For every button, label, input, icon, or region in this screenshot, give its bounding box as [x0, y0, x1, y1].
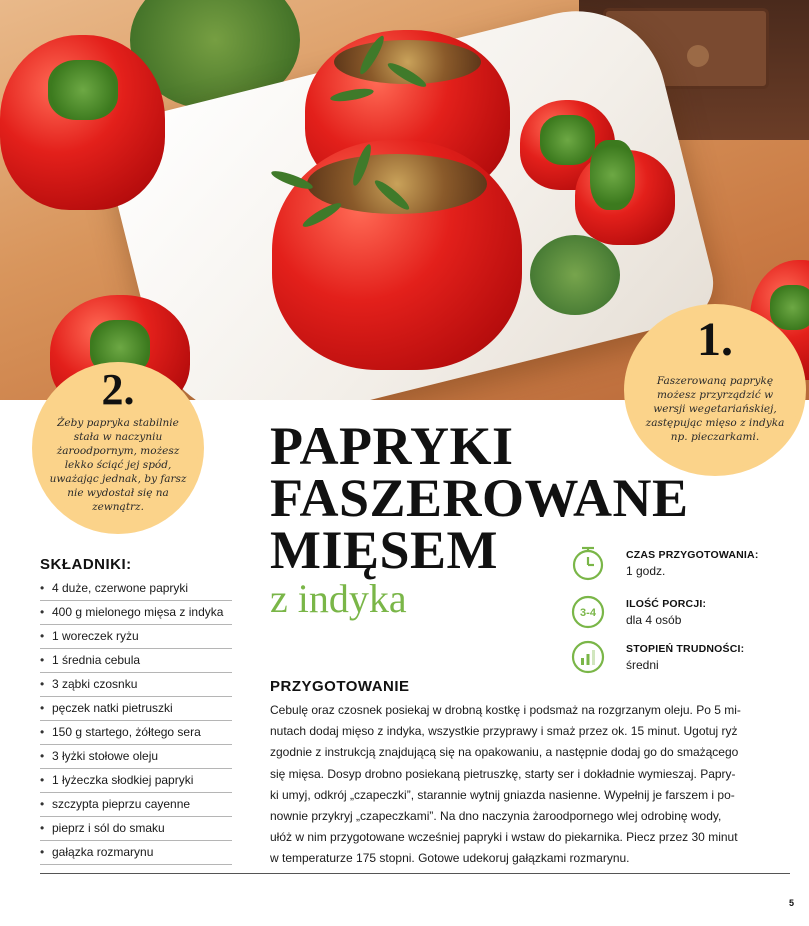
ingredient-item: • 400 g mielonego mięsa z indyka	[40, 601, 232, 625]
ingredient-item: • pieprz i sól do smaku	[40, 817, 232, 841]
clock-icon	[570, 545, 606, 581]
difficulty-bar	[587, 654, 590, 665]
photo-pepper-stem	[48, 60, 118, 120]
preparation-text	[270, 700, 790, 870]
tip-text: Żeby papryka stabilnie stała w naczyniu żaroodpornym, możesz lekko ściąć jej spód, uważając jednak, by farsz nie wydostał się na zewnątrz.	[49, 417, 187, 513]
photo-stuffed-pepper-front	[272, 140, 522, 370]
ingredients-list	[40, 577, 232, 865]
difficulty-bar	[581, 658, 584, 665]
page-number: 5	[789, 898, 795, 908]
info-label: CZAS PRZYGOTOWANIA:	[626, 549, 759, 561]
photo-drawer-knob	[687, 45, 709, 67]
preparation-line: się mięsa. Dosyp drobno posiekaną pietruszkę, starty ser i dokładnie wymieszaj. Papry-	[270, 766, 736, 781]
footer-divider	[40, 873, 790, 874]
info-label: STOPIEŃ TRUDNOŚCI:	[626, 643, 745, 655]
info-prep-time	[570, 545, 790, 589]
difficulty-bar	[592, 650, 595, 665]
info-value: dla 4 osób	[626, 613, 682, 627]
ingredient-item: • 3 ząbki czosnku	[40, 673, 232, 697]
ingredients-section	[40, 556, 232, 865]
preparation-line: zgodnie z instrukcją znajdującą się na opakowaniu, a następnie dodaj go do smażącego	[270, 745, 739, 760]
ingredients-heading: SKŁADNIKI:	[40, 556, 132, 573]
photo-basil	[530, 235, 620, 315]
info-label: ILOŚĆ PORCJI:	[626, 598, 707, 610]
preparation-line: nownie przykryj „czapeczkami”. Na dno naczynia żaroodpornego wlej odrobinę wody,	[270, 809, 722, 824]
preparation-line: nutach dodaj mięso z indyka, wszystkie przyprawy i smaż przez ok. 15 minut. Ugotuj ryż	[270, 724, 738, 739]
tip-number: 2.	[101, 365, 135, 414]
tip-number: 1.	[697, 313, 733, 366]
info-value: średni	[626, 658, 659, 672]
recipe-title-line: PAPRYKI	[270, 416, 514, 476]
ingredient-item: • 1 średnia cebula	[40, 649, 232, 673]
preparation-line: w temperaturze 175 stopni. Gotowe udekoruj gałązkami rozmarynu.	[270, 851, 630, 866]
photo-pepper-stem	[590, 140, 635, 210]
preparation-line: Cebulę oraz czosnek posiekaj w drobną kostkę i podsmaż na rozgrzanym oleju. Po 5 mi-	[270, 703, 741, 717]
photo-pepper-stem	[540, 115, 595, 165]
ingredient-item: • 1 woreczek ryżu	[40, 625, 232, 649]
preparation-heading: PRZYGOTOWANIE	[270, 678, 410, 695]
info-value: 1 godz.	[626, 564, 666, 578]
difficulty-bars-icon	[570, 639, 606, 675]
info-portions	[570, 594, 790, 638]
ingredient-item: • pęczek natki pietruszki	[40, 697, 232, 721]
preparation-line: ułóż w nim przygotowane wcześniej papryki i wstaw do piekarnika. Piecz przez 30 minut	[270, 830, 738, 845]
preparation-line: ki umyj, odkrój „czapeczki”, starannie wytnij gniazda nasienne. Wypełnij je farszem i po-	[270, 787, 735, 802]
tip-text: Faszerowaną paprykę możesz przyrządzić w wersji wegetariańskiej, zastępując mięso z indyka np. pieczarkami.	[645, 375, 785, 443]
ingredient-item: • szczypta pieprzu cayenne	[40, 793, 232, 817]
info-difficulty	[570, 639, 790, 683]
portions-icon	[570, 594, 606, 630]
recipe-title-line: MIĘSEM	[270, 520, 499, 580]
ingredient-item: • 1 łyżeczka słodkiej papryki	[40, 769, 232, 793]
ingredient-item: • gałązka rozmarynu	[40, 841, 232, 865]
tip-badge-2	[38, 365, 198, 528]
ingredient-item: • 3 łyżki stołowe oleju	[40, 745, 232, 769]
recipe-subtitle: z indyka	[270, 576, 407, 621]
portions-icon-label: 3-4	[580, 607, 596, 619]
ingredient-item: • 150 g startego, żółtego sera	[40, 721, 232, 745]
recipe-title-line: FASZEROWANE	[270, 468, 689, 528]
ingredient-item: • 4 duże, czerwone papryki	[40, 577, 232, 601]
